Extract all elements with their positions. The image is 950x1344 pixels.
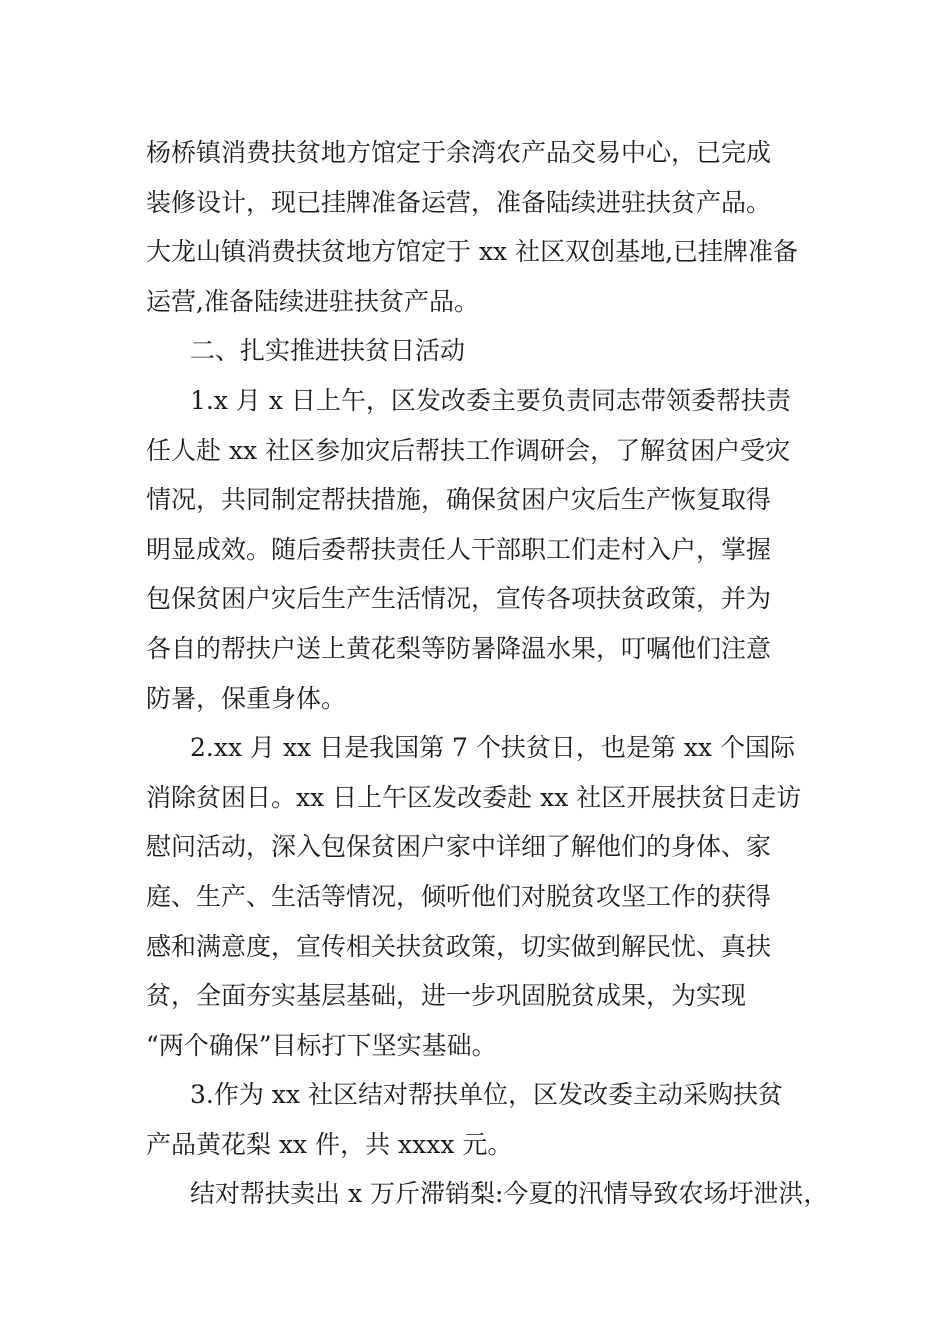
text-line: 装修设计，现已挂牌准备运营，准备陆续进驻扶贫产品。 xyxy=(146,187,772,217)
text-line: 各自的帮扶户送上黄花梨等防暑降温水果，叮嘱他们注意 xyxy=(146,633,772,663)
text-line: 包保贫困户灾后生产生活情况，宣传各项扶贫政策，并为 xyxy=(146,584,772,614)
text-line: 明显成效。随后委帮扶责任人干部职工们走村入户，掌握 xyxy=(146,534,772,564)
text-line: 贫，全面夯实基层基础，进一步巩固脱贫成果，为实现 xyxy=(146,981,747,1011)
text-line: 大龙山镇消费扶贫地方馆定于 xx 社区双创基地,已挂牌准备 xyxy=(146,237,799,267)
text-line: 2.xx 月 xx 日是我国第 7 个扶贫日，也是第 xx 个国际 xyxy=(190,733,795,763)
text-line: 产品黄花梨 xx 件，共 xxxx 元。 xyxy=(146,1129,513,1159)
text-line: 消除贫困日。xx 日上午区发改委赴 xx 社区开展扶贫日走访 xyxy=(146,782,802,812)
text-line: 感和满意度，宣传相关扶贫政策，切实做到解民忧、真扶 xyxy=(146,931,772,961)
text-line: 慰问活动，深入包保贫困户家中详细了解他们的身体、家 xyxy=(146,832,772,862)
text-line: “两个确保”目标打下坚实基础。 xyxy=(146,1030,497,1060)
text-line: 庭、生产、生活等情况，倾听他们对脱贫攻坚工作的获得 xyxy=(146,881,772,911)
text-line: 运营,准备陆续进驻扶贫产品。 xyxy=(146,286,479,316)
section-heading: 二、扎实推进扶贫日活动 xyxy=(190,336,466,366)
text-line: 结对帮扶卖出 x 万斤滞销梨:今夏的汛情导致农场圩泄洪， xyxy=(190,1179,829,1209)
text-line: 防暑，保重身体。 xyxy=(146,683,347,713)
text-line: 3.作为 xx 社区结对帮扶单位，区发改委主动采购扶贫 xyxy=(190,1080,783,1110)
text-line: 任人赴 xx 社区参加灾后帮扶工作调研会，了解贫困户受灾 xyxy=(146,435,791,465)
text-line: 情况，共同制定帮扶措施，确保贫困户灾后生产恢复取得 xyxy=(146,485,772,515)
text-line: 1.x 月 x 日上午，区发改委主要负责同志带领委帮扶责 xyxy=(190,385,791,415)
text-line: 杨桥镇消费扶贫地方馆定于余湾农产品交易中心，已完成 xyxy=(146,138,772,167)
document-body xyxy=(146,128,829,1219)
